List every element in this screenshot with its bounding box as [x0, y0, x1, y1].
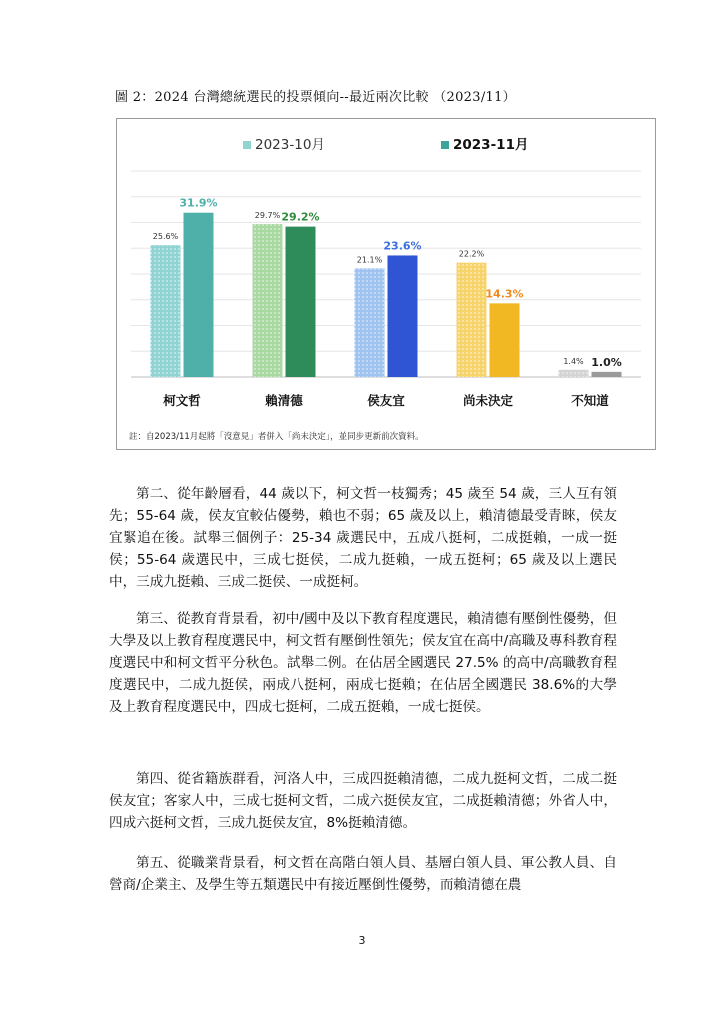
- value-label-2023-11: 29.2%: [281, 210, 320, 224]
- bar-texture: [253, 224, 283, 377]
- value-label-2023-11: 23.6%: [383, 239, 422, 253]
- bar-texture: [559, 370, 589, 377]
- value-label-2023-10: 29.7%: [254, 211, 281, 221]
- category-label: 柯文哲: [163, 393, 201, 408]
- value-label-2023-11: 1.0%: [591, 355, 622, 369]
- value-label-2023-10: 21.1%: [356, 255, 383, 265]
- value-label-2023-10: 22.2%: [458, 249, 485, 259]
- bar-2023-11-2: [388, 255, 418, 377]
- figure-caption: 圖 2：2024 台灣總統選民的投票傾向--最近兩次比較 （2023/11）: [115, 90, 516, 105]
- bar-2023-11-4: [592, 372, 622, 377]
- paragraph-age: 第二、從年齡層看，44 歲以下，柯文哲一枝獨秀；45 歲至 54 歲，三人互有領先；55-64 歲，侯友宜較佔優勢，賴也不弱；65 歲及以上，賴清德最受青睞，侯友宜緊追在後。試舉三個例子：25-34 歲選民中，五成八挺柯，二成挺賴，一成一挺侯；55-64 歲選民中，三成七挺侯，二成九挺賴，一成五挺柯；65 歲及以上選民中，三成九挺賴、三成二挺侯、一成挺柯。: [109, 486, 617, 590]
- legend: [243, 137, 528, 153]
- legend-swatch-2023-11: [441, 141, 449, 149]
- category-label: 不知道: [571, 393, 609, 408]
- chart-note: 註：自2023/11月起將「沒意見」者併入「尚未決定」，並同步更新前次資料。: [129, 432, 424, 442]
- bars: [151, 210, 622, 377]
- bar-2023-11-1: [286, 227, 316, 377]
- page-number: 3: [358, 934, 366, 947]
- category-label: 尚未決定: [462, 393, 514, 408]
- bar-texture: [355, 268, 385, 377]
- value-label-2023-10: 1.4%: [563, 356, 584, 366]
- bar-texture: [457, 263, 487, 377]
- bar-chart: [116, 118, 656, 450]
- chart-svg: [117, 119, 655, 449]
- legend-label-2023-11: 2023-11月: [453, 137, 529, 153]
- category-labels: [162, 393, 609, 408]
- bar-2023-11-3: [490, 303, 520, 377]
- legend-swatch-2023-10: [243, 141, 251, 149]
- bar-texture: [151, 245, 181, 377]
- value-label-2023-11: 31.9%: [179, 196, 218, 210]
- value-label-2023-11: 14.3%: [485, 287, 524, 301]
- bar-2023-11-0: [184, 213, 214, 377]
- paragraph-occupation: 第五、從職業背景看，柯文哲在高階白領人員、基層白領人員、軍公教人員、自營商/企業主、及學生等五類選民中有接近壓倒性優勢，而賴清德在農: [109, 855, 617, 893]
- category-label: 賴清德: [265, 393, 303, 408]
- paragraph-ethnicity: 第四、從省籍族群看，河洛人中，三成四挺賴清德，二成九挺柯文哲，二成二挺侯友宜；客家人中，三成七挺柯文哲，二成六挺侯友宜，二成挺賴清德；外省人中，四成六挺柯文哲，三成九挺侯友宜，8%挺賴清德。: [109, 771, 617, 831]
- paragraph-education: 第三、從教育背景看，初中/國中及以下教育程度選民，賴清德有壓倒性優勢，但大學及以上教育程度選民中，柯文哲有壓倒性領先；侯友宜在高中/高職及專科教育程度選民中和柯文哲平分秋色。試舉二例。在佔居全國選民 27.5% 的高中/高職教育程度選民中，二成九挺侯，兩成八挺柯，兩成七挺賴；在佔居全國選民 38.6%的大學及上教育程度選民中，四成七挺柯，二成五挺賴，一成七挺侯。: [109, 611, 617, 715]
- value-label-2023-10: 25.6%: [152, 232, 179, 242]
- legend-label-2023-10: 2023-10月: [255, 137, 325, 153]
- category-label: 侯友宜: [367, 393, 405, 408]
